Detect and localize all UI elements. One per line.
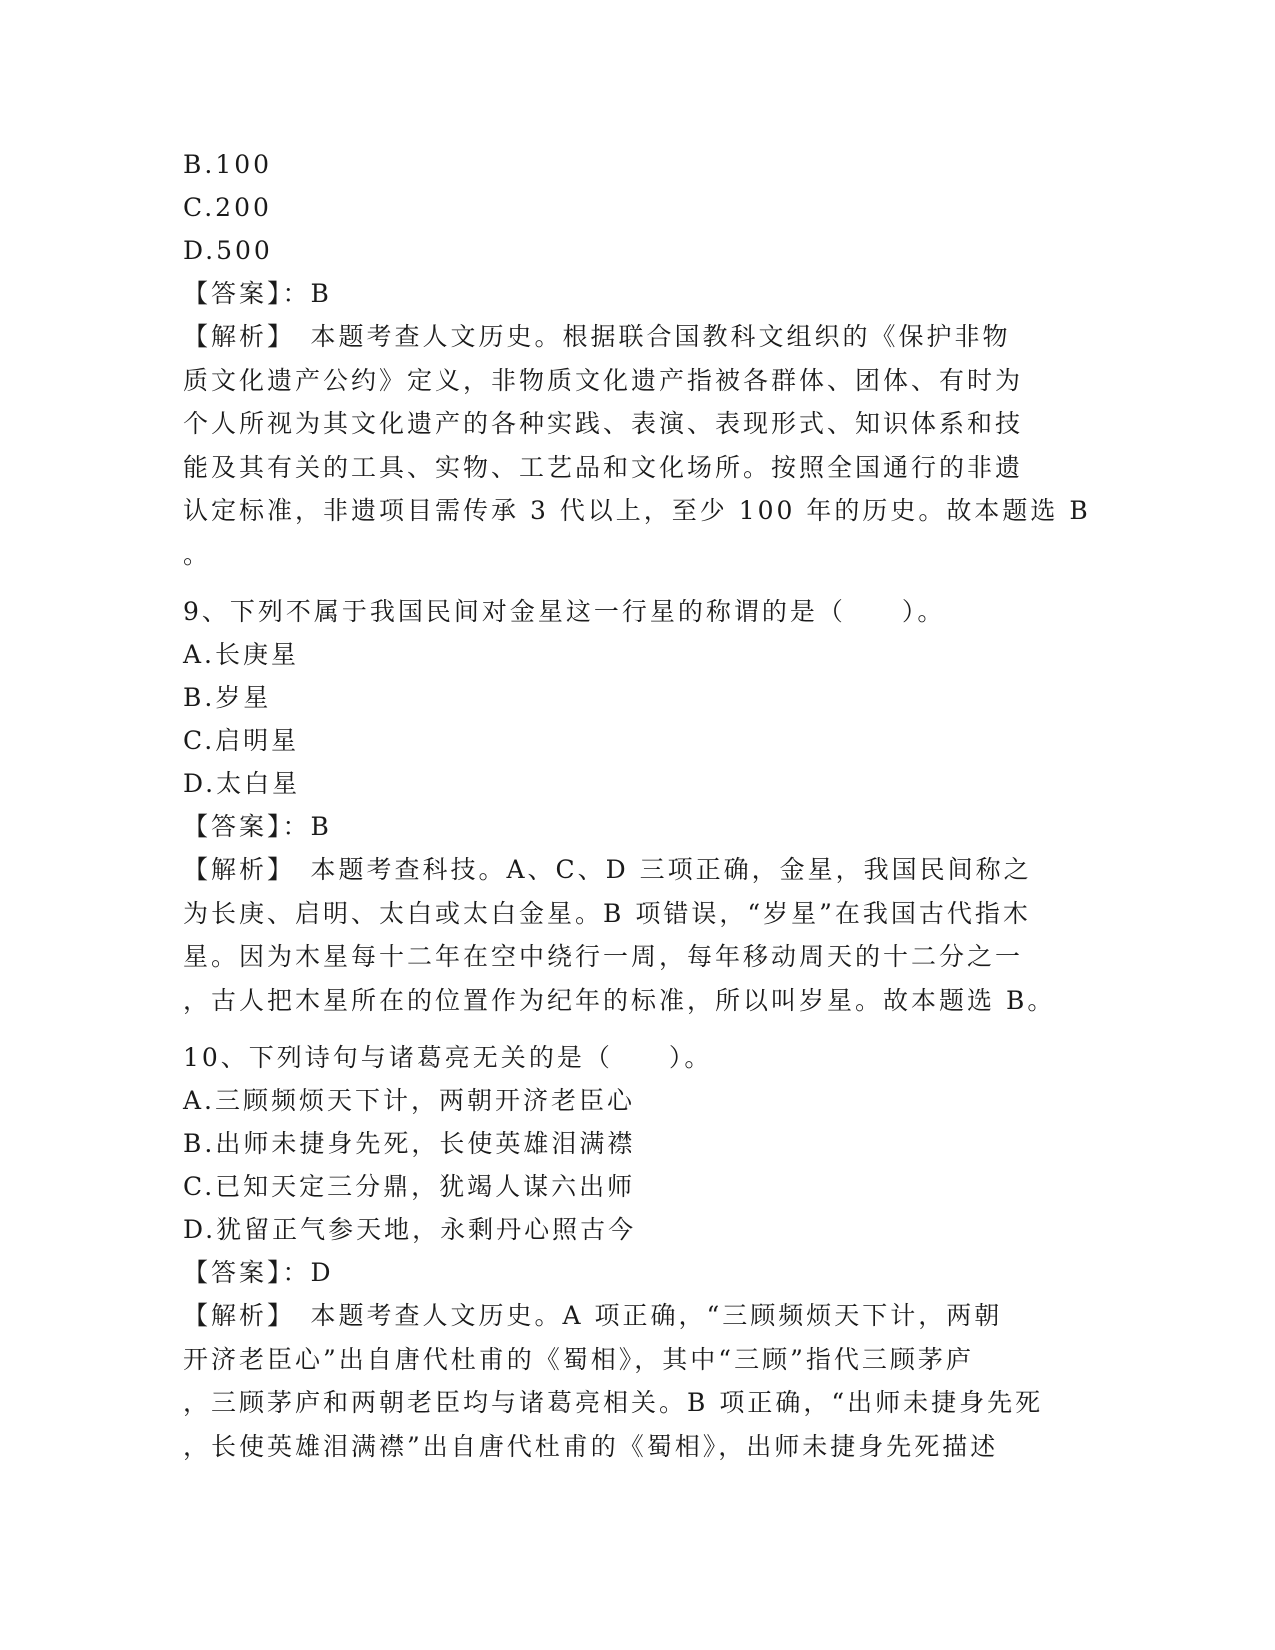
question-text: 10、下列诗句与诸葛亮无关的是（ ）。 <box>183 1043 713 1072</box>
analysis-line: ，古人把木星所在的位置作为纪年的标准，所以叫岁星。故本题选 B。 <box>183 985 1056 1015</box>
analysis <box>183 1294 1083 1468</box>
answer: 【答案】：B <box>183 279 332 308</box>
analysis-line: 开济老臣心”出自唐代杜甫的《蜀相》，其中“三顾”指代三顾茅庐 <box>183 1344 974 1374</box>
document-page <box>183 143 1091 1468</box>
option-c: C.已知天定三分鼎，犹竭人谋六出师 <box>183 1172 636 1201</box>
question-8 <box>183 143 1091 576</box>
option-d: D.太白星 <box>183 769 301 798</box>
analysis-line: 个人所视为其文化遗产的各种实践、表演、表现形式、知识体系和技 <box>183 409 1024 438</box>
analysis-line: 【解析】 本题考查科技。A、C、D 三项正确，金星，我国民间称之 <box>183 855 1032 884</box>
question-10 <box>183 1036 1083 1468</box>
analysis-line: 星。因为木星每十二年在空中绕行一周，每年移动周天的十二分之一 <box>183 942 1024 971</box>
analysis <box>183 848 1083 1022</box>
option-d: D.犹留正气参天地，永剩丹心照古今 <box>183 1215 637 1244</box>
option-a: A.长庚星 <box>183 640 300 669</box>
option-c: C.启明星 <box>183 726 300 755</box>
analysis-line: 为长庚、启明、太白或太白金星。B 项错误，“岁星”在我国古代指木 <box>183 898 1031 928</box>
option-d: D.500 <box>183 236 273 265</box>
analysis-line: 【解析】 本题考查人文历史。A 项正确，“三顾频烦天下计，两朝 <box>183 1301 1003 1330</box>
option-b: B.100 <box>183 150 273 179</box>
analysis-line: ，长使英雄泪满襟”出自唐代杜甫的《蜀相》，出师未捷身先死描述 <box>183 1431 999 1461</box>
answer: 【答案】：B <box>183 812 332 841</box>
analysis-line: 【解析】 本题考查人文历史。根据联合国教科文组织的《保护非物 <box>183 322 1011 351</box>
analysis-line: 能及其有关的工具、实物、工艺品和文化场所。按照全国通行的非遗 <box>183 452 1024 482</box>
analysis-line: 。 <box>183 539 212 569</box>
question-text: 9、下列不属于我国民间对金星这一行星的称谓的是（ ）。 <box>183 597 946 626</box>
analysis-line: ，三顾茅庐和两朝老臣均与诸葛亮相关。B 项正确，“出师未捷身先死 <box>183 1388 1044 1417</box>
question-9 <box>183 590 1083 1022</box>
answer: 【答案】：D <box>183 1258 334 1287</box>
option-a: A.三顾频烦天下计，两朝开济老臣心 <box>183 1086 636 1115</box>
analysis-line: 认定标准，非遗项目需传承 3 代以上，至少 100 年的历史。故本题选 B <box>183 496 1091 525</box>
option-c: C.200 <box>183 193 272 222</box>
analysis-line: 质文化遗产公约》定义，非物质文化遗产指被各群体、团体、有时为 <box>183 365 1024 395</box>
option-b: B.岁星 <box>183 683 272 712</box>
option-b: B.出师未捷身先死，长使英雄泪满襟 <box>183 1129 636 1158</box>
analysis <box>183 315 1091 576</box>
